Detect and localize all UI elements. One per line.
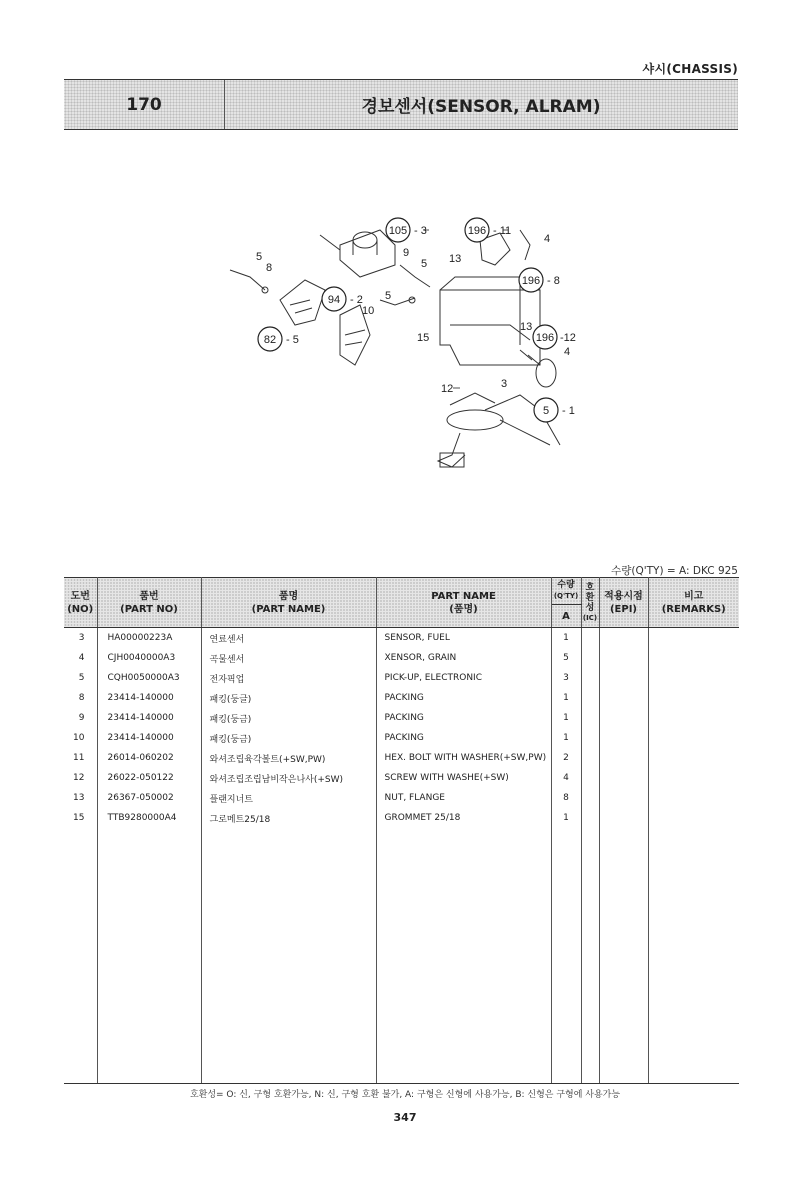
pickup-sensor-illustration bbox=[230, 270, 265, 290]
table-row bbox=[64, 728, 739, 748]
table-row bbox=[64, 708, 739, 728]
part-label: 13 bbox=[520, 321, 533, 333]
cell-no: 15 bbox=[64, 808, 97, 828]
fuel-sender-illustration bbox=[447, 410, 503, 430]
cell-empty bbox=[599, 668, 648, 688]
section-label: 샤시(CHASSIS) bbox=[642, 62, 738, 76]
part-label: 4 bbox=[544, 233, 551, 245]
sensor-housing-illustration bbox=[340, 230, 395, 277]
cell-empty bbox=[581, 808, 599, 828]
callout-5: 5 bbox=[542, 405, 550, 417]
part-label: 12 bbox=[441, 383, 454, 395]
compatibility-footnote: 호환성= O: 신, 구형 호환가능, N: 신, 구형 호환 불가, A: 구형은 신형에 사용가능, B: 신형은 구형에 사용가능 bbox=[189, 1090, 621, 1100]
cell-empty bbox=[581, 708, 599, 728]
col-ic-header: 호 환 성 (IC) bbox=[581, 578, 599, 628]
cell-empty bbox=[648, 748, 739, 768]
cell-no: 4 bbox=[64, 648, 97, 668]
cell-empty bbox=[581, 748, 599, 768]
cell-empty bbox=[648, 788, 739, 808]
qty-note: 수량(Q'TY) = A: DKC 925 bbox=[611, 565, 738, 577]
callout-suffix: - 11 bbox=[493, 225, 512, 237]
parts-diagram bbox=[220, 205, 590, 475]
part-label: 3 bbox=[501, 378, 508, 390]
cell-part-no: 26022-050122 bbox=[97, 768, 201, 788]
part-label: 15 bbox=[417, 332, 430, 344]
cell-name-ko: 와셔조립조립남비작은나사(+SW) bbox=[201, 768, 376, 788]
callout-suffix: - 8 bbox=[547, 275, 560, 287]
part-label: 5 bbox=[385, 290, 392, 302]
col-no-header: 도번 (NO) bbox=[64, 578, 97, 628]
cell-part-no: 23414-140000 bbox=[97, 728, 201, 748]
table-row bbox=[64, 788, 739, 808]
table-row bbox=[64, 748, 739, 768]
callout-suffix: -12 bbox=[560, 332, 576, 344]
cell-no: 3 bbox=[64, 628, 97, 649]
callout-196-11: 196 bbox=[467, 225, 487, 237]
cell-part-no: 26367-050002 bbox=[97, 788, 201, 808]
cell-no: 11 bbox=[64, 748, 97, 768]
cell-name-ko: 패킹(둥금) bbox=[201, 708, 376, 728]
grain-sensor-illustration bbox=[536, 359, 556, 387]
cell-empty bbox=[581, 788, 599, 808]
figure-number: 170 bbox=[64, 80, 225, 129]
cell-part-no: CQH0050000A3 bbox=[97, 668, 201, 688]
table-row bbox=[64, 668, 739, 688]
cell-name-ko: 와셔조립육각볼트(+SW,PW) bbox=[201, 748, 376, 768]
title-bar bbox=[64, 79, 738, 130]
cell-empty bbox=[599, 688, 648, 708]
cell-name-en: SCREW WITH WASHE(+SW) bbox=[376, 768, 551, 788]
page-title: 경보센서(SENSOR, ALRAM) bbox=[361, 97, 601, 117]
cell-empty bbox=[648, 808, 739, 828]
cell-name-ko: 패킹(둥글) bbox=[201, 688, 376, 708]
cell-empty bbox=[581, 768, 599, 788]
cell-name-en: PACKING bbox=[376, 708, 551, 728]
cell-name-en: HEX. BOLT WITH WASHER(+SW,PW) bbox=[376, 748, 551, 768]
col-part-no-header: 품번 (PART NO) bbox=[97, 578, 201, 628]
cell-name-ko: 연료센서 bbox=[201, 628, 376, 649]
cell-name-ko: 곡물센서 bbox=[201, 648, 376, 668]
cell-name-ko: 전자픽업 bbox=[201, 668, 376, 688]
col-qty-a-header: A bbox=[551, 605, 581, 628]
col-qty-header: 수량 (Q'TY) bbox=[551, 578, 581, 605]
cell-empty bbox=[648, 648, 739, 668]
cell-name-en: PICK-UP, ELECTRONIC bbox=[376, 668, 551, 688]
cell-empty bbox=[581, 648, 599, 668]
cell-name-en: NUT, FLANGE bbox=[376, 788, 551, 808]
cell-empty bbox=[581, 668, 599, 688]
cell-no: 10 bbox=[64, 728, 97, 748]
callout-94: 94 bbox=[327, 294, 341, 306]
part-label: 4 bbox=[564, 346, 571, 358]
cell-qty: 1 bbox=[551, 808, 581, 828]
cell-empty bbox=[648, 688, 739, 708]
cell-name-en: PACKING bbox=[376, 728, 551, 748]
cell-part-no: HA00000223A bbox=[97, 628, 201, 649]
cell-empty bbox=[648, 768, 739, 788]
parts-table bbox=[64, 577, 739, 1084]
cell-name-ko: 플랜지너트 bbox=[201, 788, 376, 808]
part-label: 5 bbox=[256, 251, 263, 263]
cell-empty bbox=[581, 628, 599, 649]
part-label: 10 bbox=[362, 305, 375, 317]
col-part-name-en-header: PART NAME (품명) bbox=[376, 578, 551, 628]
cell-empty bbox=[648, 728, 739, 748]
table-row bbox=[64, 628, 739, 649]
cell-empty bbox=[599, 768, 648, 788]
part-label: 5 bbox=[421, 258, 428, 270]
table-row bbox=[64, 768, 739, 788]
cell-no: 12 bbox=[64, 768, 97, 788]
cell-name-en: GROMMET 25/18 bbox=[376, 808, 551, 828]
callout-196-8: 196 bbox=[521, 275, 541, 287]
cell-qty: 1 bbox=[551, 688, 581, 708]
col-remarks-header: 비고 (REMARKS) bbox=[648, 578, 739, 628]
cell-qty: 1 bbox=[551, 728, 581, 748]
cell-empty bbox=[648, 668, 739, 688]
empty-rows-area bbox=[64, 828, 739, 1084]
cell-no: 13 bbox=[64, 788, 97, 808]
cell-part-no: 26014-060202 bbox=[97, 748, 201, 768]
cell-qty: 4 bbox=[551, 768, 581, 788]
cell-name-en: PACKING bbox=[376, 688, 551, 708]
callout-suffix: - 2 bbox=[350, 294, 363, 306]
cell-qty: 8 bbox=[551, 788, 581, 808]
cell-empty bbox=[599, 728, 648, 748]
cell-empty bbox=[581, 728, 599, 748]
cell-part-no: 23414-140000 bbox=[97, 688, 201, 708]
cell-no: 8 bbox=[64, 688, 97, 708]
cell-no: 5 bbox=[64, 668, 97, 688]
cell-qty: 5 bbox=[551, 648, 581, 668]
page-number: 347 bbox=[393, 1111, 417, 1124]
table-row bbox=[64, 648, 739, 668]
part-label: 8 bbox=[266, 262, 273, 274]
cell-part-no: 23414-140000 bbox=[97, 708, 201, 728]
cell-empty bbox=[599, 788, 648, 808]
cell-empty bbox=[599, 628, 648, 649]
cell-empty bbox=[599, 648, 648, 668]
table-row bbox=[64, 688, 739, 708]
callout-82: 82 bbox=[263, 334, 277, 346]
cell-name-en: XENSOR, GRAIN bbox=[376, 648, 551, 668]
table-row bbox=[64, 808, 739, 828]
cell-no: 9 bbox=[64, 708, 97, 728]
callout-suffix: - 1 bbox=[562, 405, 575, 417]
col-epi-header: 적용시점 (EPI) bbox=[599, 578, 648, 628]
cell-empty bbox=[599, 748, 648, 768]
cell-qty: 1 bbox=[551, 628, 581, 649]
col-part-name-ko-header: 품명 (PART NAME) bbox=[201, 578, 376, 628]
cell-name-en: SENSOR, FUEL bbox=[376, 628, 551, 649]
part-label: 13 bbox=[449, 253, 462, 265]
cell-empty bbox=[581, 688, 599, 708]
cell-name-ko: 그로메트25/18 bbox=[201, 808, 376, 828]
cell-empty bbox=[599, 708, 648, 728]
cell-qty: 1 bbox=[551, 708, 581, 728]
callout-suffix: - 3 bbox=[414, 225, 427, 237]
callout-suffix: - 5 bbox=[286, 334, 299, 346]
cell-qty: 3 bbox=[551, 668, 581, 688]
cell-empty bbox=[648, 628, 739, 649]
cell-empty bbox=[648, 708, 739, 728]
cell-name-ko: 패킹(둥금) bbox=[201, 728, 376, 748]
cell-empty bbox=[599, 808, 648, 828]
callout-105: 105 bbox=[388, 225, 408, 237]
part-label: 9 bbox=[403, 247, 410, 259]
bracket-illustration bbox=[280, 280, 325, 325]
cell-part-no: CJH0040000A3 bbox=[97, 648, 201, 668]
cell-part-no: TTB9280000A4 bbox=[97, 808, 201, 828]
callout-196-12: 196 bbox=[535, 332, 555, 344]
cell-qty: 2 bbox=[551, 748, 581, 768]
